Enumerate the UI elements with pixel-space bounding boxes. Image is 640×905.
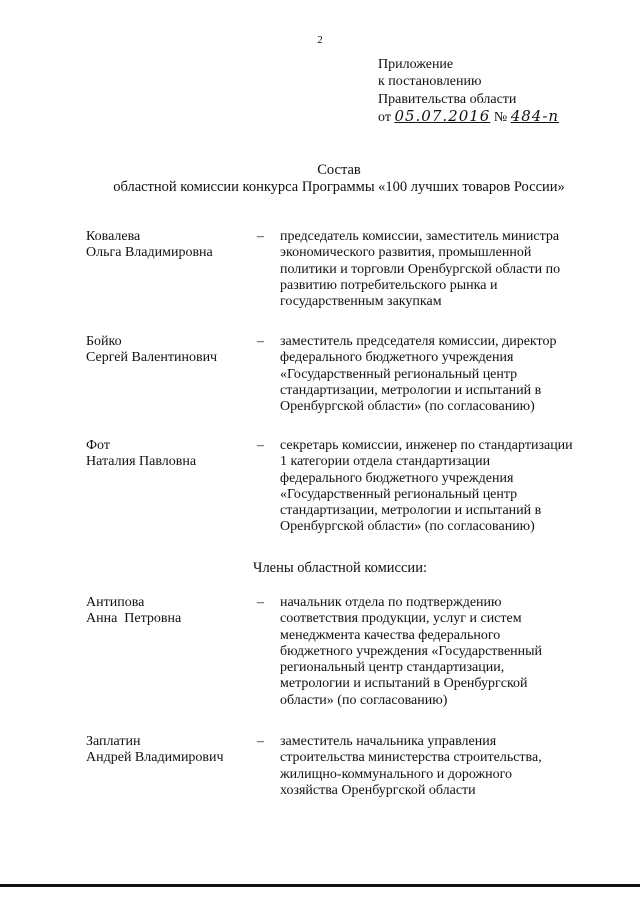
role-line: начальник отдела по подтверждению <box>280 595 502 610</box>
appendix-block <box>378 56 618 125</box>
role-line: «Государственный региональный центр <box>280 486 518 502</box>
role-line: строительства министерства строительства, <box>280 750 542 766</box>
member-given-names: Сергей Валентинович <box>86 350 218 366</box>
dash-separator: – <box>257 438 264 453</box>
role-line: региональный центр стандартизации, <box>280 660 505 676</box>
role-line: заместитель председателя комиссии, директор <box>280 334 557 349</box>
role-line: государственным закупкам <box>280 294 442 310</box>
date-prefix: от <box>378 109 391 125</box>
member-given-names: Наталия Павловна <box>86 454 197 470</box>
title-line-1: Состав <box>317 162 361 178</box>
dash-separator: – <box>257 229 264 244</box>
member-name <box>86 595 256 628</box>
member-role <box>280 229 615 310</box>
member-role <box>280 334 615 415</box>
role-line: бюджетного учреждения «Государственный <box>280 643 543 659</box>
appendix-line-2: к постановлению <box>378 74 482 90</box>
role-line: заместитель начальника управления <box>280 734 497 749</box>
member-name <box>86 229 256 262</box>
page-bottom-rule <box>0 884 640 887</box>
role-line: области» (по согласованию) <box>280 692 448 708</box>
title-line-2: областной комиссии конкурса Программы «100 лучших товаров России» <box>113 179 565 195</box>
member-name <box>86 734 256 767</box>
member-surname: Бойко <box>86 334 122 349</box>
role-line: Оренбургской области» (по согласованию) <box>280 399 535 415</box>
role-line: председатель комиссии, заместитель министра <box>280 229 560 244</box>
appendix-line-3: Правительства области <box>378 91 517 107</box>
dash-separator: – <box>257 734 264 749</box>
number-prefix: № <box>493 109 508 125</box>
dash-separator: – <box>257 595 264 610</box>
role-line: «Государственный региональный центр <box>280 366 518 382</box>
role-line: Оренбургской области» (по согласованию) <box>280 519 535 535</box>
role-line: жилищно-коммунального и дорожного <box>280 766 513 782</box>
role-line: развитию потребительского рынка и <box>280 277 498 293</box>
role-line: стандартизации, метрологии и испытаний в <box>280 382 542 398</box>
member-surname: Фот <box>86 438 110 453</box>
role-line: хозяйства Оренбургской области <box>280 782 476 798</box>
role-line: федерального бюджетного учреждения <box>280 470 514 486</box>
member-given-names: Андрей Владимирович <box>86 750 224 766</box>
role-line: политики и торговли Оренбургской области по <box>280 261 561 277</box>
appendix-date-line <box>378 108 618 125</box>
member-surname: Антипова <box>86 595 145 610</box>
member-surname: Заплатин <box>86 734 141 749</box>
role-line: соответствия продукции, услуг и систем <box>280 611 522 627</box>
role-line: стандартизации, метрологии и испытаний в <box>280 503 542 519</box>
role-line: экономического развития, промышленной <box>280 245 532 261</box>
role-line: менеджмента качества федерального <box>280 627 501 643</box>
members-heading: Члены областной комиссии: <box>253 560 427 576</box>
member-surname: Ковалева <box>86 229 141 244</box>
handwritten-number: 484-п <box>510 106 560 125</box>
member-role <box>280 595 615 709</box>
role-line: метрологии и испытаний в Оренбургской <box>280 676 528 692</box>
role-line: федерального бюджетного учреждения <box>280 350 514 366</box>
role-line: секретарь комиссии, инженер по стандартизации <box>280 438 573 453</box>
member-given-names: Анна Петровна <box>86 611 182 627</box>
dash-separator: – <box>257 334 264 349</box>
member-given-names: Ольга Владимировна <box>86 245 213 261</box>
member-name <box>86 334 256 367</box>
member-name <box>86 438 256 471</box>
member-role <box>280 734 615 799</box>
member-role <box>280 438 615 536</box>
appendix-line-1: Приложение <box>378 57 454 72</box>
handwritten-date: 05.07.2016 <box>394 106 491 125</box>
document-title <box>0 162 640 196</box>
page-number: 2 <box>317 34 323 46</box>
role-line: 1 категории отдела стандартизации <box>280 454 491 470</box>
